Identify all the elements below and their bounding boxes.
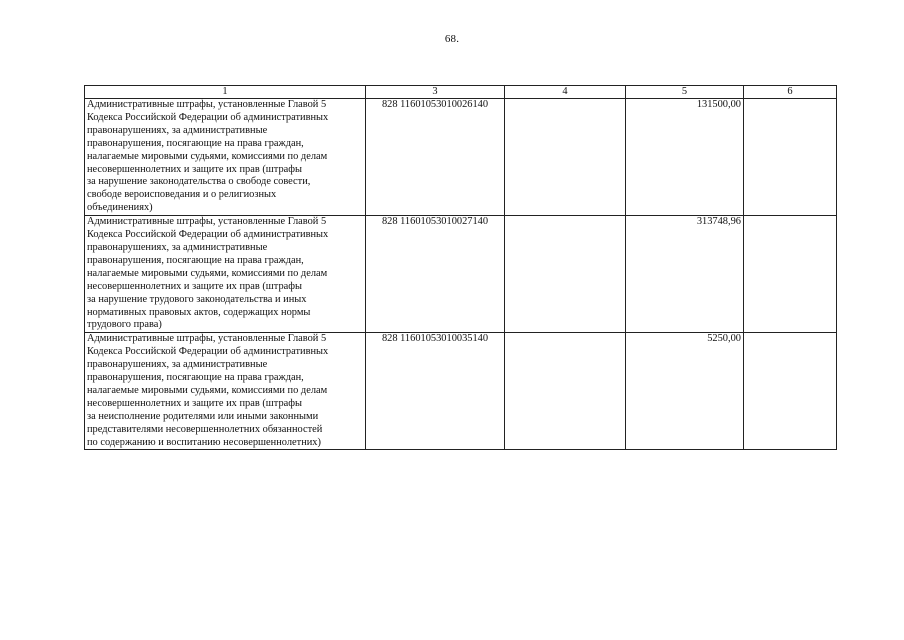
column-header: 6 [744, 86, 837, 99]
column-header: 5 [626, 86, 744, 99]
amount-cell: 5250,00 [626, 333, 744, 450]
column-6-cell [744, 99, 837, 216]
description-line: представителями несовершеннолетних обязанностей [87, 423, 323, 435]
description-line: налагаемые мировыми судьями, комиссиями по делам [87, 267, 328, 279]
amount-cell: 131500,00 [626, 99, 744, 216]
page-number: 68. [444, 33, 460, 45]
budget-code-cell: 828 11601053010027140 [366, 216, 505, 333]
description-line: правонарушениях, за административные [87, 359, 268, 371]
description-line: правонарушения, посягающие на права граждан, [87, 372, 304, 384]
description-line: Кодекса Российской Федерации об административных [87, 346, 329, 358]
description-line: Административные штрафы, установленные Главой 5 [87, 216, 327, 228]
description-cell [85, 333, 366, 450]
column-6-cell [744, 216, 837, 333]
table-header-row [85, 86, 837, 99]
description-line: свободе вероисповедания и о религиозных [87, 189, 277, 201]
description-line: несовершеннолетних и защите их прав (штрафы [87, 163, 302, 175]
column-header: 3 [366, 86, 505, 99]
description-line: несовершеннолетних и защите их прав (штрафы [87, 280, 302, 292]
description-line: за неисполнение родителями или иными законными [87, 410, 319, 422]
column-4-cell [505, 216, 626, 333]
description-line: несовершеннолетних и защите их прав (штрафы [87, 397, 302, 409]
budget-code-cell: 828 11601053010026140 [366, 99, 505, 216]
revenue-table [84, 85, 837, 450]
description-line: Кодекса Российской Федерации об административных [87, 229, 329, 241]
description-line: по содержанию и воспитанию несовершеннолетних) [87, 436, 321, 448]
table-row [85, 216, 837, 333]
table-row [85, 333, 837, 450]
description-line: правонарушениях, за административные [87, 124, 268, 136]
budget-code-cell: 828 11601053010035140 [366, 333, 505, 450]
description-line: за нарушение трудового законодательства и иных [87, 293, 307, 305]
description-line: трудового права) [87, 319, 162, 331]
column-4-cell [505, 333, 626, 450]
description-line: Административные штрафы, установленные Главой 5 [87, 333, 327, 345]
description-line: Кодекса Российской Федерации об административных [87, 111, 329, 123]
description-line: правонарушения, посягающие на права граждан, [87, 137, 304, 149]
description-line: за нарушение законодательства о свободе совести, [87, 176, 311, 188]
table-row [85, 99, 837, 216]
description-line: Административные штрафы, установленные Главой 5 [87, 99, 327, 110]
description-line: объединениях) [87, 202, 153, 214]
column-6-cell [744, 333, 837, 450]
description-line: нормативных правовых актов, содержащих нормы [87, 306, 311, 318]
description-line: правонарушения, посягающие на права граждан, [87, 254, 304, 266]
description-line: налагаемые мировыми судьями, комиссиями по делам [87, 150, 328, 162]
description-line: налагаемые мировыми судьями, комиссиями по делам [87, 384, 328, 396]
description-line: правонарушениях, за административные [87, 241, 268, 253]
description-cell [85, 216, 366, 333]
amount-cell: 313748,96 [626, 216, 744, 333]
column-header: 1 [85, 86, 366, 99]
description-cell [85, 99, 366, 216]
column-4-cell [505, 99, 626, 216]
column-header: 4 [505, 86, 626, 99]
